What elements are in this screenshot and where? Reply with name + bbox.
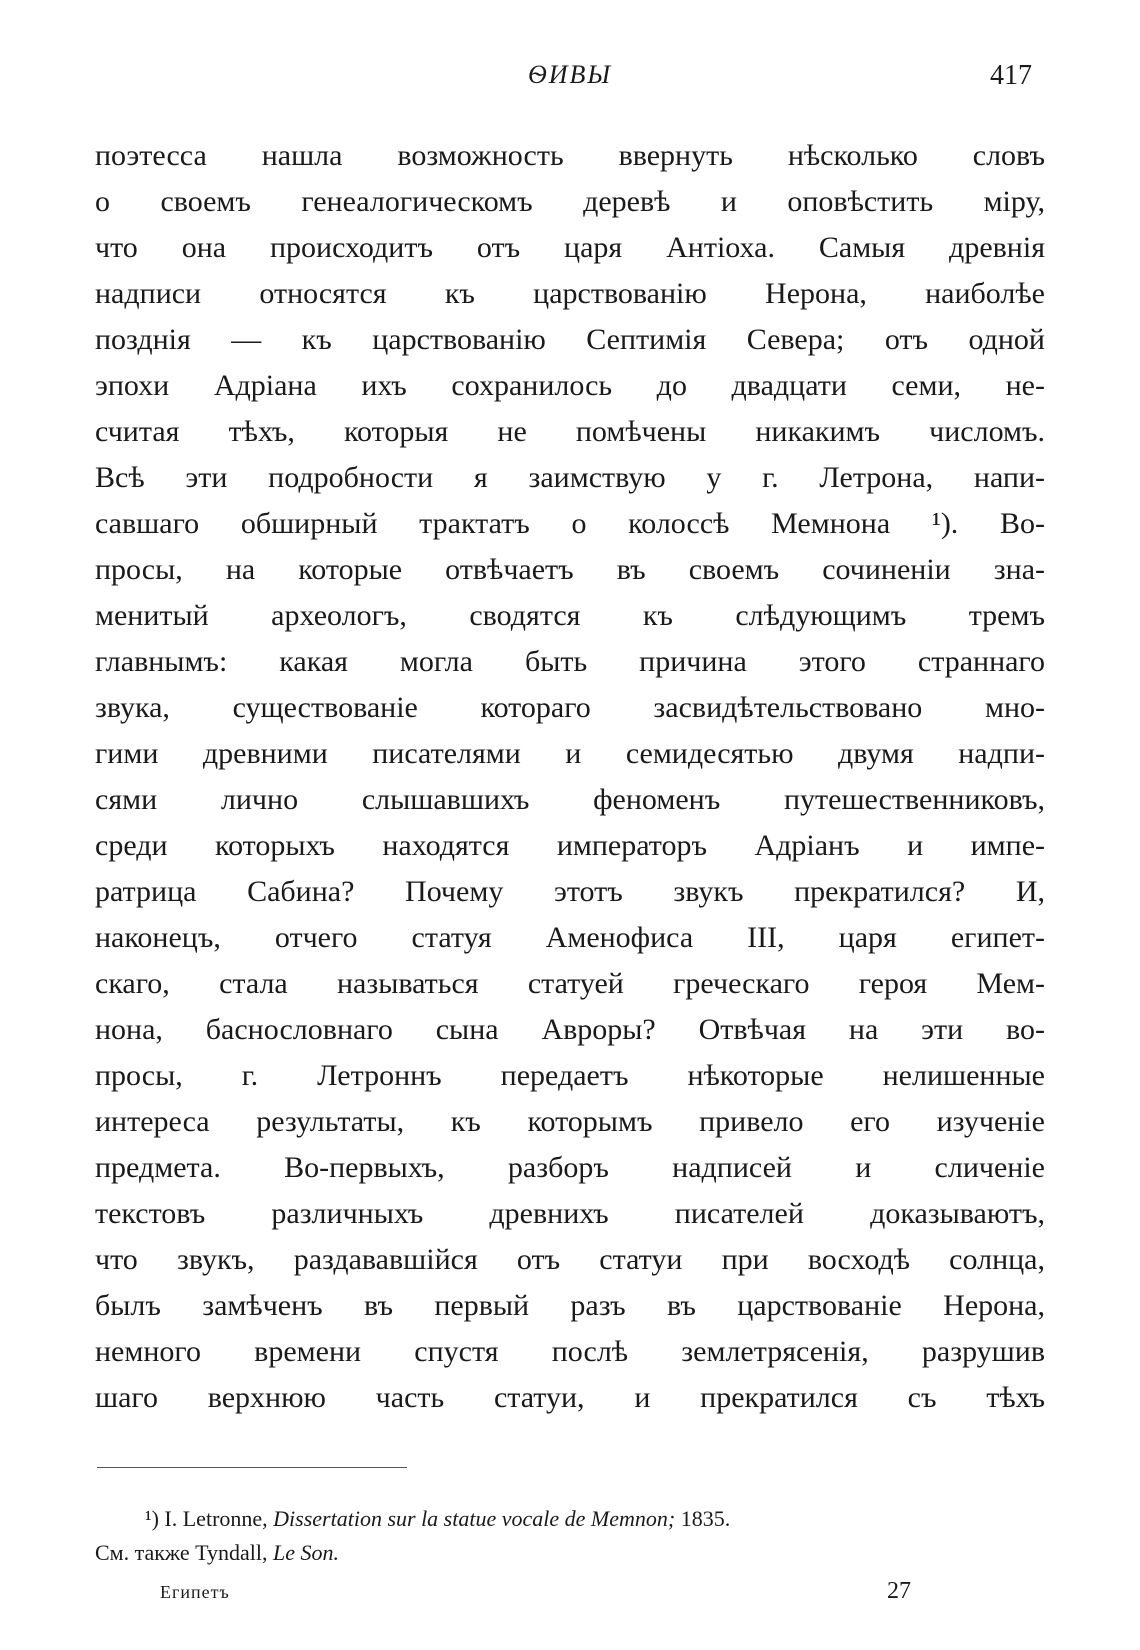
footnote-see-also: См. также Tyndall, [95,1540,268,1565]
text-line: шаго верхнюю часть статуи, и прекратился съ тѣхъ [95,1381,1045,1414]
text-line: савшаго обширный трактатъ о колоссѣ Мемнона ¹). Во- [95,507,1045,540]
text-line: менитый археологъ, сводятся къ слѣдующимъ тремъ [95,599,1045,632]
text-line: позднія — къ царствованію Септимія Севера; отъ одной [95,323,1045,356]
sheet-number: 27 [887,1578,911,1604]
body-text [95,133,1045,1421]
footnote-line [95,1502,1050,1536]
text-line: главнымъ: какая могла быть причина этого страннаго [95,645,1045,678]
text-line: предмета. Во-первыхъ, разборъ надписей и сличеніе [95,1151,1045,1184]
text-line: что звукъ, раздававшійся отъ статуи при восходѣ солнца, [95,1243,1045,1276]
footnote-work-title: Dissertation sur la statue vocale de Memnon; [273,1506,676,1531]
text-line: поэтесса нашла возможность ввернуть нѣсколько словъ [95,139,1045,172]
footnote-rule [97,1467,407,1468]
text-line: сями лично слышавшихъ феноменъ путешественниковъ, [95,783,1045,816]
text-line: эпохи Адріана ихъ сохранилось до двадцати семи, не- [95,369,1045,402]
text-line: интереса результаты, къ которымъ привело его изученіе [95,1105,1045,1138]
text-line: гими древними писателями и семидесятью двумя надпи- [95,737,1045,770]
text-line: ратрица Сабина? Почему этотъ звукъ прекратился? И, [95,875,1045,908]
text-line: среди которыхъ находятся императоръ Адріанъ и импе- [95,829,1045,862]
footnotes [95,1502,1050,1570]
text-line: нона, баснословнаго сына Авроры? Отвѣчая на эти во- [95,1013,1045,1046]
footnote-line [95,1536,1050,1570]
text-line: просы, г. Летроннъ передаетъ нѣкоторые нелишенные [95,1059,1045,1092]
text-line: наконецъ, отчего статуя Аменофиса III, царя египет- [95,921,1045,954]
footnote-see-also-title: Le Son. [273,1540,339,1565]
text-line: о своемъ генеалогическомъ деревѣ и оповѣстить міру, [95,185,1045,218]
text-line: немного времени спустя послѣ землетрясенія, разрушив [95,1335,1045,1368]
text-line: текстовъ различныхъ древнихъ писателей доказываютъ, [95,1197,1045,1230]
text-line: просы, на которые отвѣчаетъ въ своемъ сочиненіи зна- [95,553,1045,586]
text-line: Всѣ эти подробности я заимствую у г. Летрона, напи- [95,461,1045,494]
text-line: надписи относятся къ царствованію Нерона, наиболѣе [95,277,1045,310]
text-line: скаго, стала называться статуей греческаго героя Мем- [95,967,1045,1000]
running-header-title: ѲИВЫ [527,60,613,89]
text-line: звука, существованіе котораго засвидѣтельствовано мно- [95,691,1045,724]
text-line: что она происходитъ отъ царя Антіоха. Самыя древнія [95,231,1045,264]
footnote-marker: ¹) [145,1506,159,1531]
text-line: считая тѣхъ, которыя не помѣчены никакимъ числомъ. [95,415,1045,448]
footnote-author: I. Letronne, [164,1506,268,1531]
text-line: былъ замѣченъ въ первый разъ въ царствованіе Нерона, [95,1289,1045,1322]
footnote-year: 1835. [680,1506,731,1531]
signature-mark: Египетъ [160,1582,230,1602]
page-number: 417 [990,60,1032,91]
